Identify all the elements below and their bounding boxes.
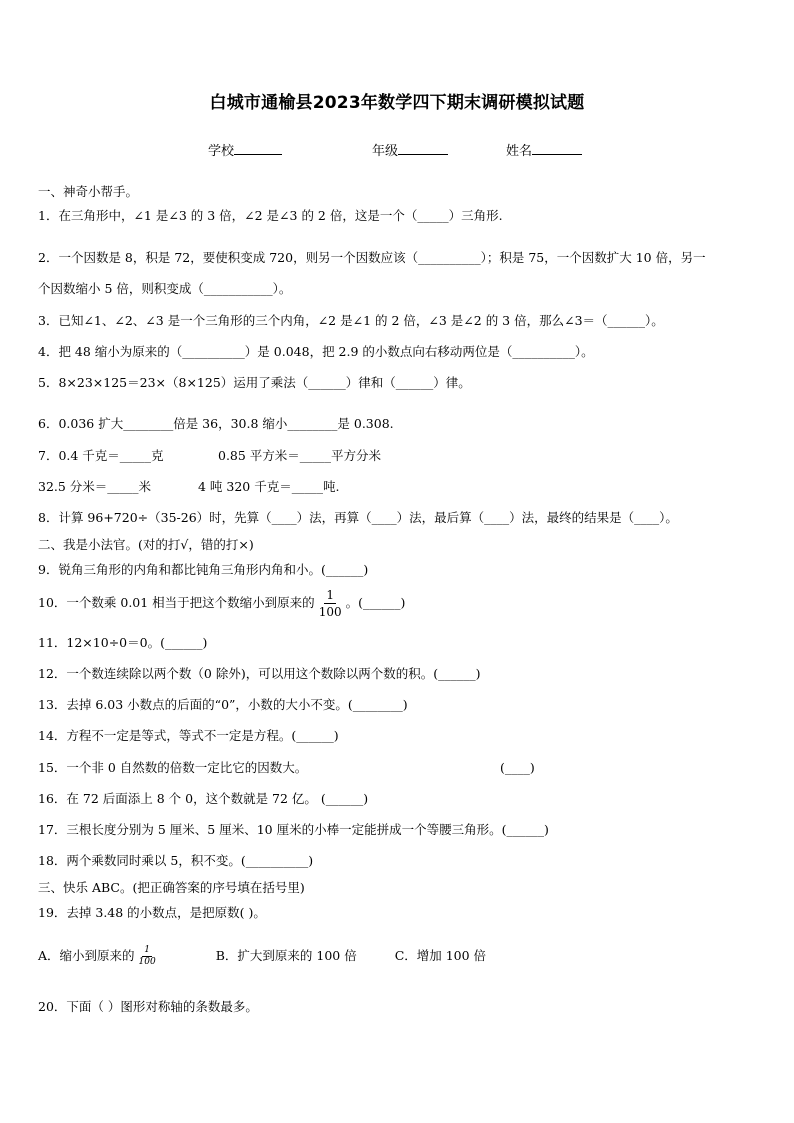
option-a-text: A．缩小到原来的 <box>38 948 135 963</box>
question-10-answer: 。(______) <box>345 595 406 610</box>
fraction-numerator: 1 <box>326 588 334 602</box>
question-4: 4．把 48 缩小为原来的（__________）是 0.048，把 2.9 的小数点向右移动两位是（__________）。 <box>38 344 594 359</box>
question-6: 6．0.036 扩大________倍是 36，30.8 缩小________是 0.308. <box>38 416 394 431</box>
page-title: 白城市通榆县2023年数学四下期末调研模拟试题 <box>209 93 585 113</box>
name-blank[interactable] <box>532 142 582 155</box>
question-14: 14．方程不一定是等式，等式不一定是方程。(______) <box>38 728 339 743</box>
section-1-heading: 一、神奇小帮手。 <box>38 184 139 199</box>
grade-label: 年级 <box>372 144 399 159</box>
question-3: 3．已知∠1、∠2、∠3 是一个三角形的三个内角，∠2 是∠1 的 2 倍，∠3 是∠2 的 3 倍，那么∠3＝（______）。 <box>38 313 664 328</box>
question-2-line-1: 2．一个因数是 8，积是 72，要使积变成 720，则另一个因数应该（__________）；积是 75，一个因数扩大 10 倍，另一 <box>38 250 706 265</box>
question-2-line-2: 个因数缩小 5 倍，则积变成（___________）。 <box>38 281 292 296</box>
question-12: 12．一个数连续除以两个数（0 除外)，可以用这个数除以两个数的积。(______) <box>38 666 481 681</box>
question-1: 1．在三角形中，∠1 是∠3 的 3 倍，∠2 是∠3 的 2 倍，这是一个（_____）三角形. <box>38 208 503 223</box>
option-a-numerator: 1 <box>144 945 150 955</box>
question-7-part-2: 0.85 平方米＝_____平方分米 <box>218 448 382 463</box>
question-7-part-1: 7．0.4 千克＝_____克 <box>38 448 164 463</box>
question-18: 18．两个乘数同时乘以 5，积不变。(__________) <box>38 853 314 868</box>
question-7-part-4: 4 吨 320 千克＝_____吨. <box>198 479 340 494</box>
grade-field <box>372 140 448 159</box>
question-8: 8．计算 96+720÷（35-26）时，先算（____）法，再算（____）法，最后算（____）法，最终的结果是（____）。 <box>38 510 678 525</box>
section-3-heading: 三、快乐 ABC。(把正确答案的序号填在括号里) <box>38 880 305 895</box>
school-field <box>208 140 282 159</box>
option-c[interactable]: C．增加 100 倍 <box>394 948 487 963</box>
name-field <box>506 140 582 159</box>
question-11: 11．12×10÷0＝0。(______) <box>38 635 208 650</box>
question-19-options <box>38 946 486 967</box>
question-17: 17．三根长度分别为 5 厘米、5 厘米、10 厘米的小棒一定能拼成一个等腰三角形。(______) <box>38 822 549 837</box>
grade-blank[interactable] <box>398 142 448 155</box>
question-16: 16．在 72 后面添上 8 个 0，这个数就是 72 亿。 (______) <box>38 791 369 806</box>
question-10 <box>38 589 405 618</box>
name-label: 姓名 <box>506 144 533 159</box>
section-2-heading: 二、我是小法官。(对的打√，错的打×) <box>38 537 254 552</box>
option-a-fraction <box>137 946 158 967</box>
question-19: 19．去掉 3.48 的小数点，是把原数( )。 <box>38 905 266 920</box>
question-15-answer: (____) <box>500 760 535 775</box>
option-b[interactable]: B．扩大到原来的 100 倍 <box>215 948 357 963</box>
question-10-text: 10．一个数乘 0.01 相当于把这个数缩小到原来的 <box>38 595 315 610</box>
question-7-part-3: 32.5 分米＝_____米 <box>38 479 152 494</box>
option-a[interactable] <box>38 946 160 967</box>
school-blank[interactable] <box>234 142 282 155</box>
question-20: 20．下面（ ）图形对称轴的条数最多。 <box>38 999 258 1014</box>
question-5: 5．8×23×125＝23×（8×125）运用了乘法（______）律和（______）律。 <box>38 375 471 390</box>
school-label: 学校 <box>208 144 235 159</box>
fraction-denominator: 100 <box>318 605 342 619</box>
question-9: 9．锐角三角形的内角和都比钝角三角形内角和小。(______) <box>38 562 369 577</box>
fraction-1-100 <box>317 589 344 618</box>
question-13: 13．去掉 6.03 小数点的后面的“0”，小数的大小不变。(________) <box>38 697 408 712</box>
question-15: 15．一个非 0 自然数的倍数一定比它的因数大。 <box>38 760 308 775</box>
option-a-denominator: 100 <box>138 957 156 967</box>
